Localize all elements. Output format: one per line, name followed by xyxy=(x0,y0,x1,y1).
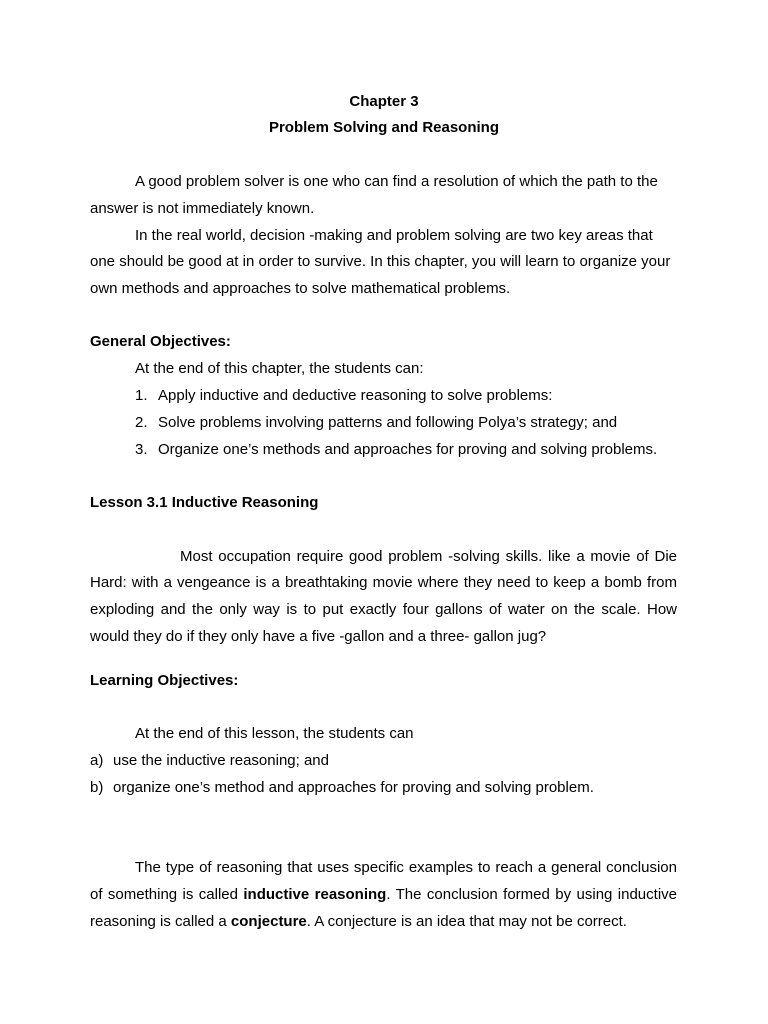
learning-objectives-heading: Learning Objectives: xyxy=(90,672,239,689)
term-conjecture: conjecture xyxy=(230,913,307,930)
list-item-text: organize one’s method and approaches for proving and solving problem. xyxy=(113,779,594,796)
list-item-text: Apply inductive and deductive reasoning to solve problems: xyxy=(158,387,553,404)
intro-paragraph-2-line-2: one should be good at in order to survive. In this chapter, you will learn to organize your xyxy=(90,253,671,270)
lesson-paragraph-line-1: Most occupation require good problem -solving skills. like a movie of Die xyxy=(180,548,677,565)
definition-line-3 xyxy=(90,912,677,932)
definition-text: of something is called xyxy=(90,886,244,903)
intro-paragraph-1-line-2: answer is not immediately known. xyxy=(90,200,315,217)
list-item-number: 2. xyxy=(135,414,148,431)
general-objectives-lead: At the end of this chapter, the students can: xyxy=(135,360,424,377)
definition-text: . The conclusion formed by using inductive xyxy=(386,886,677,903)
definition-text: . A conjecture is an idea that may not be correct. xyxy=(306,913,627,930)
list-item-text: use the inductive reasoning; and xyxy=(113,752,329,769)
list-item-number: 3. xyxy=(135,441,148,458)
lesson-paragraph-line-3: exploding and the only way is to put exactly four gallons of water on the scale. How xyxy=(90,601,677,618)
lesson-paragraph-line-2: Hard: with a vengeance is a breathtaking movie where they need to keep a bomb from xyxy=(90,574,677,591)
definition-line-1: The type of reasoning that uses specific examples to reach a general conclusion xyxy=(135,859,677,876)
chapter-title: Problem Solving and Reasoning xyxy=(268,119,500,136)
general-objectives-heading: General Objectives: xyxy=(90,333,231,350)
chapter-label: Chapter 3 xyxy=(349,93,419,110)
intro-paragraph-2-line-1: In the real world, decision -making and problem solving are two key areas that xyxy=(135,227,653,244)
list-item-letter: a) xyxy=(90,752,104,769)
intro-paragraph-1-line-1: A good problem solver is one who can find a resolution of which the path to the xyxy=(135,173,658,190)
lesson-paragraph-line-4: would they do if they only have a five -gallon and a three- gallon jug? xyxy=(90,628,547,645)
list-item-letter: b) xyxy=(90,779,104,796)
list-item-text: Solve problems involving patterns and following Polya’s strategy; and xyxy=(158,414,618,431)
intro-paragraph-2-line-3: own methods and approaches to solve mathematical problems. xyxy=(90,280,511,297)
list-item-text: Organize one’s methods and approaches for proving and solving problems. xyxy=(158,441,658,458)
definition-line-2 xyxy=(90,885,677,905)
learning-objectives-lead: At the end of this lesson, the students can xyxy=(135,725,414,742)
list-item-number: 1. xyxy=(135,387,148,404)
lesson-heading: Lesson 3.1 Inductive Reasoning xyxy=(90,494,319,511)
definition-text: reasoning is called a xyxy=(90,913,231,930)
term-inductive-reasoning: inductive reasoning xyxy=(243,886,387,903)
